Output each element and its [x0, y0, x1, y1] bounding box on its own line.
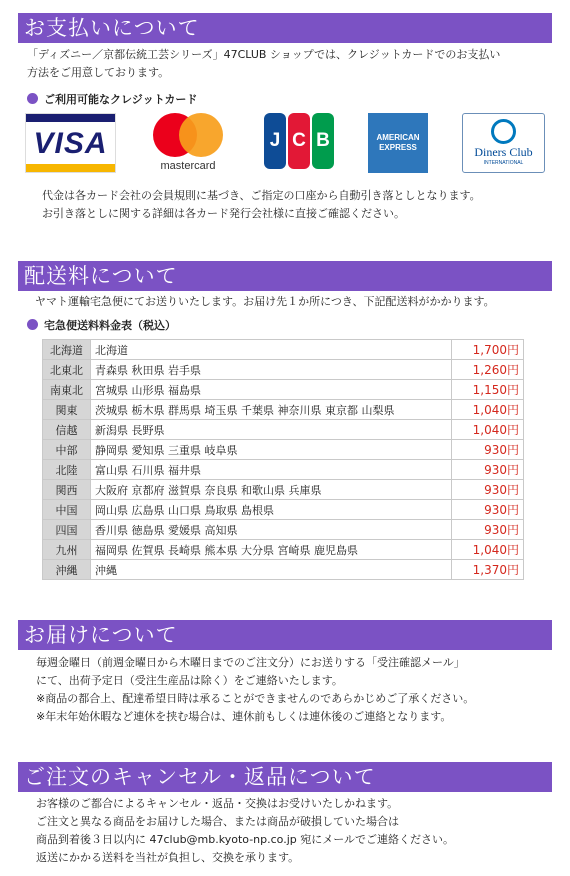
- cards-label: [27, 91, 197, 107]
- visa-logo-text: VISA: [33, 127, 108, 160]
- region-cell: 北東北: [43, 360, 91, 380]
- region-cell: 南東北: [43, 380, 91, 400]
- table-row: [43, 380, 524, 400]
- diners-club-logo: [462, 113, 545, 173]
- prefectures-cell: 北海道: [91, 340, 452, 360]
- mastercard-logo: [147, 113, 229, 173]
- price-cell: 1,040円: [452, 540, 524, 560]
- payment-section-header: お支払いについて: [18, 13, 552, 43]
- amex-logo-text-2: EXPRESS: [379, 143, 417, 152]
- region-cell: 関東: [43, 400, 91, 420]
- region-cell: 関西: [43, 480, 91, 500]
- bullet-icon: [27, 319, 38, 330]
- cancel-line-1: お客様のご都合によるキャンセル・返品・交換はお受けいたしかねます。: [36, 797, 399, 810]
- payment-intro-line-1: 「ディズニー／京都伝統工芸シリーズ」47CLUB ショップでは、クレジットカードでのお支払い: [27, 48, 501, 61]
- region-cell: 北海道: [43, 340, 91, 360]
- table-row: [43, 460, 524, 480]
- delivery-line-1: 毎週金曜日（前週金曜日から木曜日までのご注文分）にお送りする「受注確認メール」: [36, 656, 465, 669]
- price-cell: 1,370円: [452, 560, 524, 580]
- jcb-logo: [264, 113, 334, 173]
- price-cell: 930円: [452, 440, 524, 460]
- price-cell: 1,700円: [452, 340, 524, 360]
- region-cell: 沖縄: [43, 560, 91, 580]
- table-row: [43, 560, 524, 580]
- delivery-line-4: ※年末年始休暇など連休を挟む場合は、連休前もしくは連休後のご連絡となります。: [36, 710, 452, 723]
- shipping-section-header: 配送料について: [18, 261, 552, 291]
- prefectures-cell: 香川県 徳島県 愛媛県 高知県: [91, 520, 452, 540]
- cards-label-text: ご利用可能なクレジットカード: [44, 93, 198, 106]
- table-row: [43, 340, 524, 360]
- jcb-letter-b: B: [312, 113, 334, 169]
- region-cell: 九州: [43, 540, 91, 560]
- prefectures-cell: 大阪府 京都府 滋賀県 奈良県 和歌山県 兵庫県: [91, 480, 452, 500]
- prefectures-cell: 茨城県 栃木県 群馬県 埼玉県 千葉県 神奈川県 東京都 山梨県: [91, 400, 452, 420]
- prefectures-cell: 宮城県 山形県 福島県: [91, 380, 452, 400]
- table-row: [43, 440, 524, 460]
- region-cell: 信越: [43, 420, 91, 440]
- cancel-line-4: 返送にかかる送料を当社が負担し、交換を承ります。: [36, 851, 300, 864]
- region-cell: 四国: [43, 520, 91, 540]
- price-cell: 930円: [452, 480, 524, 500]
- shipping-fee-table: [42, 339, 524, 580]
- price-cell: 930円: [452, 520, 524, 540]
- jcb-letter-j: J: [264, 113, 286, 169]
- region-cell: 中部: [43, 440, 91, 460]
- visa-logo: [25, 113, 116, 173]
- cancel-line-3: 商品到着後３日以内に 47club@mb.kyoto-np.co.jp 宛にメールでご連絡ください。: [36, 833, 455, 846]
- prefectures-cell: 福岡県 佐賀県 長崎県 熊本県 大分県 宮崎県 鹿児島県: [91, 540, 452, 560]
- delivery-line-3: ※商品の都合上、配達希望日時は承ることができませんのであらかじめご了承ください。: [36, 692, 475, 705]
- mastercard-logo-text: mastercard: [160, 160, 216, 172]
- shipping-table-label: [27, 317, 176, 333]
- payment-note-line-1: 代金は各カード会社の会員規則に基づき、ご指定の口座から自動引き落としとなります。: [42, 189, 481, 202]
- price-cell: 930円: [452, 460, 524, 480]
- prefectures-cell: 青森県 秋田県 岩手県: [91, 360, 452, 380]
- table-row: [43, 420, 524, 440]
- table-row: [43, 400, 524, 420]
- prefectures-cell: 富山県 石川県 福井県: [91, 460, 452, 480]
- delivery-section-header: お届けについて: [18, 620, 552, 650]
- table-row: [43, 360, 524, 380]
- delivery-line-2: にて、出荷予定日（受注生産品は除く）をご連絡いたします。: [36, 674, 343, 687]
- shipping-intro: ヤマト運輸宅急便にてお送りいたします。お届け先１か所につき、下記配送料がかかります。: [35, 295, 495, 308]
- shipping-table-label-text: 宅急便送料料金表（税込）: [44, 319, 176, 332]
- region-cell: 中国: [43, 500, 91, 520]
- price-cell: 1,040円: [452, 400, 524, 420]
- price-cell: 1,260円: [452, 360, 524, 380]
- table-row: [43, 500, 524, 520]
- amex-logo-text-1: AMERICAN: [376, 133, 420, 142]
- payment-intro-line-2: 方法をご用意しております。: [27, 66, 170, 79]
- price-cell: 930円: [452, 500, 524, 520]
- table-row: [43, 480, 524, 500]
- prefectures-cell: 岡山県 広島県 山口県 鳥取県 島根県: [91, 500, 452, 520]
- price-cell: 1,150円: [452, 380, 524, 400]
- prefectures-cell: 静岡県 愛知県 三重県 岐阜県: [91, 440, 452, 460]
- table-row: [43, 520, 524, 540]
- prefectures-cell: 新潟県 長野県: [91, 420, 452, 440]
- cancel-section-header: ご注文のキャンセル・返品について: [18, 762, 552, 792]
- diners-logo-text: Diners Club: [474, 145, 533, 159]
- payment-note-line-2: お引き落としに関する詳細は各カード発行会社様に直接ご確認ください。: [42, 207, 405, 220]
- jcb-letter-c: C: [288, 113, 310, 169]
- region-cell: 北陸: [43, 460, 91, 480]
- cancel-line-2: ご注文と異なる商品をお届けした場合、または商品が破損していた場合は: [36, 815, 399, 828]
- diners-logo-subtext: INTERNATIONAL: [483, 160, 524, 166]
- amex-logo: [368, 113, 428, 173]
- table-row: [43, 540, 524, 560]
- price-cell: 1,040円: [452, 420, 524, 440]
- bullet-icon: [27, 93, 38, 104]
- prefectures-cell: 沖縄: [91, 560, 452, 580]
